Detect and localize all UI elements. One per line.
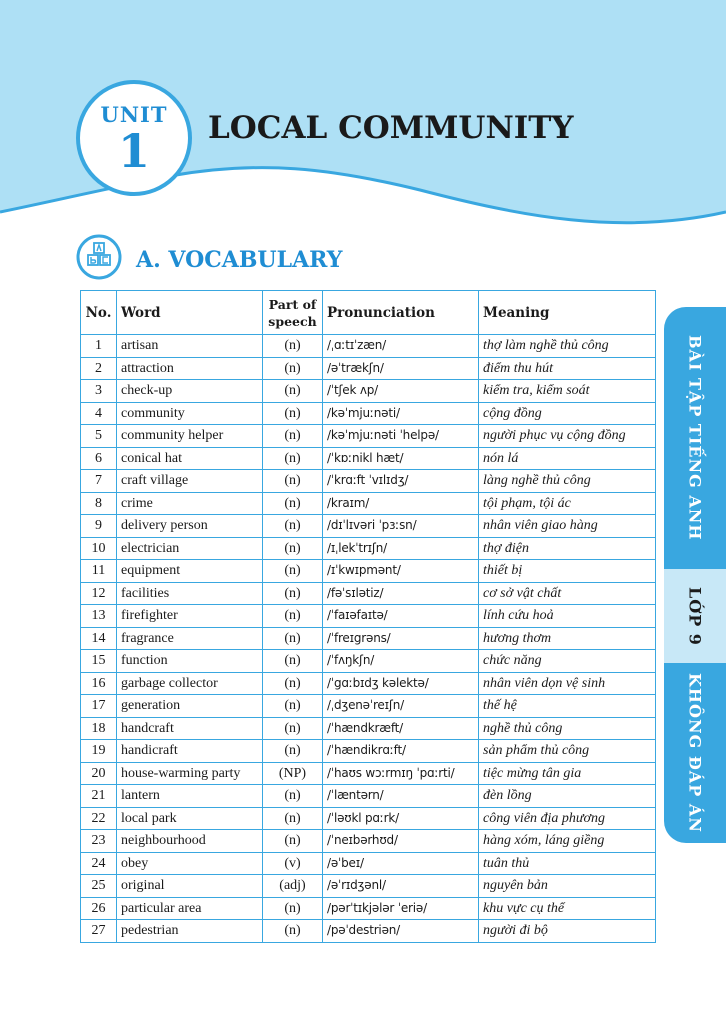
row-pronunciation: /ˈtʃek ʌp/ (323, 380, 479, 403)
row-pronunciation: /ˈfaɪəfaɪtə/ (323, 605, 479, 628)
row-word: function (117, 650, 263, 673)
row-number: 10 (81, 537, 117, 560)
row-word: delivery person (117, 515, 263, 538)
row-pronunciation: /ˈgɑːbɪdʒ kəlektə/ (323, 672, 479, 695)
row-pronunciation: /kəˈmjuːnəti ˈhelpə/ (323, 425, 479, 448)
table-row (81, 425, 656, 448)
row-number: 14 (81, 627, 117, 650)
header-part-of-speech: Part of speech (263, 291, 323, 335)
row-pronunciation: /ˈləʊkl pɑːrk/ (323, 807, 479, 830)
row-meaning: công viên địa phương (479, 807, 656, 830)
row-meaning: làng nghề thủ công (479, 470, 656, 493)
row-number: 2 (81, 357, 117, 380)
table-row (81, 740, 656, 763)
row-word: garbage collector (117, 672, 263, 695)
table-row (81, 762, 656, 785)
row-word: check-up (117, 380, 263, 403)
row-part-of-speech: (NP) (263, 762, 323, 785)
row-part-of-speech: (adj) (263, 875, 323, 898)
row-part-of-speech: (n) (263, 785, 323, 808)
row-meaning: nghề thủ công (479, 717, 656, 740)
row-part-of-speech: (n) (263, 537, 323, 560)
row-number: 9 (81, 515, 117, 538)
row-number: 19 (81, 740, 117, 763)
table-row (81, 695, 656, 718)
row-pronunciation: /ˈfʌŋkʃn/ (323, 650, 479, 673)
row-pronunciation: /pəˈdestriən/ (323, 920, 479, 943)
unit-title: LOCAL COMMUNITY (208, 110, 574, 146)
row-pronunciation: /əˈtrækʃn/ (323, 357, 479, 380)
header-pronunciation: Pronunciation (323, 291, 479, 335)
row-word: pedestrian (117, 920, 263, 943)
row-part-of-speech: (n) (263, 380, 323, 403)
row-meaning: hương thơm (479, 627, 656, 650)
row-meaning: điểm thu hút (479, 357, 656, 380)
row-meaning: thợ điện (479, 537, 656, 560)
row-meaning: tiệc mừng tân gia (479, 762, 656, 785)
table-row (81, 830, 656, 853)
row-meaning: khu vực cụ thể (479, 897, 656, 920)
row-pronunciation: /kraɪm/ (323, 492, 479, 515)
row-number: 7 (81, 470, 117, 493)
row-part-of-speech: (n) (263, 717, 323, 740)
side-tab-bottom-text: KHÔNG ĐÁP ÁN (685, 673, 705, 833)
row-pronunciation: /ˈkrɑːft ˈvɪlɪdʒ/ (323, 470, 479, 493)
row-part-of-speech: (n) (263, 897, 323, 920)
table-row (81, 492, 656, 515)
row-word: particular area (117, 897, 263, 920)
row-word: conical hat (117, 447, 263, 470)
section-title: A. VOCABULARY (136, 247, 343, 273)
table-row (81, 605, 656, 628)
abc-blocks-icon (76, 234, 122, 280)
row-pronunciation: /əˈrɪdʒənl/ (323, 875, 479, 898)
row-part-of-speech: (n) (263, 695, 323, 718)
row-pronunciation: /ɪˌlekˈtrɪʃn/ (323, 537, 479, 560)
row-number: 17 (81, 695, 117, 718)
row-word: equipment (117, 560, 263, 583)
row-meaning: chức năng (479, 650, 656, 673)
table-row (81, 515, 656, 538)
row-number: 11 (81, 560, 117, 583)
row-number: 26 (81, 897, 117, 920)
table-row (81, 402, 656, 425)
row-number: 21 (81, 785, 117, 808)
side-tab-bottom (664, 663, 726, 843)
row-word: facilities (117, 582, 263, 605)
row-number: 27 (81, 920, 117, 943)
row-part-of-speech: (n) (263, 425, 323, 448)
row-word: handcraft (117, 717, 263, 740)
row-pronunciation: /ɪˈkwɪpmənt/ (323, 560, 479, 583)
header-word: Word (117, 291, 263, 335)
row-part-of-speech: (n) (263, 627, 323, 650)
table-row (81, 852, 656, 875)
row-number: 4 (81, 402, 117, 425)
table-row (81, 582, 656, 605)
table-row (81, 357, 656, 380)
row-part-of-speech: (n) (263, 470, 323, 493)
row-part-of-speech: (n) (263, 740, 323, 763)
row-part-of-speech: (n) (263, 402, 323, 425)
vocabulary-rows (81, 335, 656, 943)
table-row (81, 785, 656, 808)
row-word: house-warming party (117, 762, 263, 785)
row-number: 16 (81, 672, 117, 695)
side-tab-top (664, 307, 726, 569)
row-meaning: đèn lồng (479, 785, 656, 808)
row-meaning: nón lá (479, 447, 656, 470)
row-meaning: người phục vụ cộng đồng (479, 425, 656, 448)
row-pronunciation: /ˈhændikrɑːft/ (323, 740, 479, 763)
row-word: obey (117, 852, 263, 875)
header-meaning: Meaning (479, 291, 656, 335)
row-meaning: sản phẩm thủ công (479, 740, 656, 763)
row-pronunciation: /dɪˈlɪvəri ˈpɜːsn/ (323, 515, 479, 538)
row-number: 23 (81, 830, 117, 853)
row-number: 13 (81, 605, 117, 628)
row-part-of-speech: (n) (263, 605, 323, 628)
row-meaning: lính cứu hoả (479, 605, 656, 628)
row-pronunciation: /pərˈtɪkjələr ˈeriə/ (323, 897, 479, 920)
row-part-of-speech: (n) (263, 447, 323, 470)
row-meaning: thiết bị (479, 560, 656, 583)
row-number: 18 (81, 717, 117, 740)
row-pronunciation: /ˈhændkræft/ (323, 717, 479, 740)
row-pronunciation: /ˌɑːtɪˈzæn/ (323, 335, 479, 358)
table-row (81, 875, 656, 898)
row-meaning: kiểm tra, kiểm soát (479, 380, 656, 403)
unit-number: 1 (117, 124, 150, 178)
row-pronunciation: /ˌdʒenəˈreɪʃn/ (323, 695, 479, 718)
row-part-of-speech: (n) (263, 492, 323, 515)
row-number: 8 (81, 492, 117, 515)
row-part-of-speech: (n) (263, 515, 323, 538)
table-row (81, 537, 656, 560)
row-meaning: nhân viên dọn vệ sinh (479, 672, 656, 695)
row-pronunciation: /fəˈsɪlətiz/ (323, 582, 479, 605)
row-word: original (117, 875, 263, 898)
table-row (81, 470, 656, 493)
row-part-of-speech: (n) (263, 830, 323, 853)
row-word: generation (117, 695, 263, 718)
table-row (81, 560, 656, 583)
vocabulary-table (80, 290, 656, 943)
table-row (81, 447, 656, 470)
row-pronunciation: /ˈkɒːnikl hæt/ (323, 447, 479, 470)
row-word: crime (117, 492, 263, 515)
row-number: 5 (81, 425, 117, 448)
side-tab-middle-text: LỚP 9 (685, 586, 705, 646)
side-tab-middle (664, 569, 726, 663)
table-row (81, 335, 656, 358)
row-pronunciation: /ˈfreɪgrəns/ (323, 627, 479, 650)
row-part-of-speech: (n) (263, 582, 323, 605)
row-word: firefighter (117, 605, 263, 628)
row-number: 15 (81, 650, 117, 673)
row-word: artisan (117, 335, 263, 358)
row-meaning: thế hệ (479, 695, 656, 718)
unit-label: UNIT (100, 102, 168, 127)
row-meaning: nhân viên giao hàng (479, 515, 656, 538)
table-row (81, 672, 656, 695)
table-header-row (81, 291, 656, 335)
row-meaning: cơ sở vật chất (479, 582, 656, 605)
row-pronunciation: /ˈneɪbərhʊd/ (323, 830, 479, 853)
row-number: 20 (81, 762, 117, 785)
row-pronunciation: /ˈhaʊs wɔːrmɪŋ ˈpɑːrti/ (323, 762, 479, 785)
row-number: 1 (81, 335, 117, 358)
row-word: electrician (117, 537, 263, 560)
table-row (81, 717, 656, 740)
row-number: 3 (81, 380, 117, 403)
row-part-of-speech: (n) (263, 560, 323, 583)
row-number: 24 (81, 852, 117, 875)
row-meaning: tuân thủ (479, 852, 656, 875)
row-number: 12 (81, 582, 117, 605)
header-no: No. (81, 291, 117, 335)
row-word: attraction (117, 357, 263, 380)
table-row (81, 627, 656, 650)
row-meaning: hàng xóm, láng giềng (479, 830, 656, 853)
row-word: community (117, 402, 263, 425)
row-meaning: tội phạm, tội ác (479, 492, 656, 515)
row-pronunciation: /kəˈmjuːnəti/ (323, 402, 479, 425)
row-part-of-speech: (n) (263, 807, 323, 830)
row-meaning: người đi bộ (479, 920, 656, 943)
table-row (81, 380, 656, 403)
row-pronunciation: /əˈbeɪ/ (323, 852, 479, 875)
row-part-of-speech: (n) (263, 672, 323, 695)
row-part-of-speech: (v) (263, 852, 323, 875)
table-row (81, 897, 656, 920)
row-word: lantern (117, 785, 263, 808)
row-pronunciation: /ˈlæntərn/ (323, 785, 479, 808)
unit-badge (76, 80, 192, 196)
row-word: neighbourhood (117, 830, 263, 853)
row-number: 25 (81, 875, 117, 898)
row-number: 22 (81, 807, 117, 830)
row-word: handicraft (117, 740, 263, 763)
row-word: craft village (117, 470, 263, 493)
row-number: 6 (81, 447, 117, 470)
row-part-of-speech: (n) (263, 335, 323, 358)
row-part-of-speech: (n) (263, 650, 323, 673)
row-word: community helper (117, 425, 263, 448)
row-meaning: cộng đồng (479, 402, 656, 425)
table-row (81, 920, 656, 943)
table-row (81, 807, 656, 830)
row-part-of-speech: (n) (263, 357, 323, 380)
row-part-of-speech: (n) (263, 920, 323, 943)
side-tab-top-text: BÀI TẬP TIẾNG ANH (685, 335, 705, 541)
row-meaning: nguyên bản (479, 875, 656, 898)
row-word: local park (117, 807, 263, 830)
row-word: fragrance (117, 627, 263, 650)
side-tab (664, 307, 726, 843)
table-row (81, 650, 656, 673)
row-meaning: thợ làm nghề thủ công (479, 335, 656, 358)
